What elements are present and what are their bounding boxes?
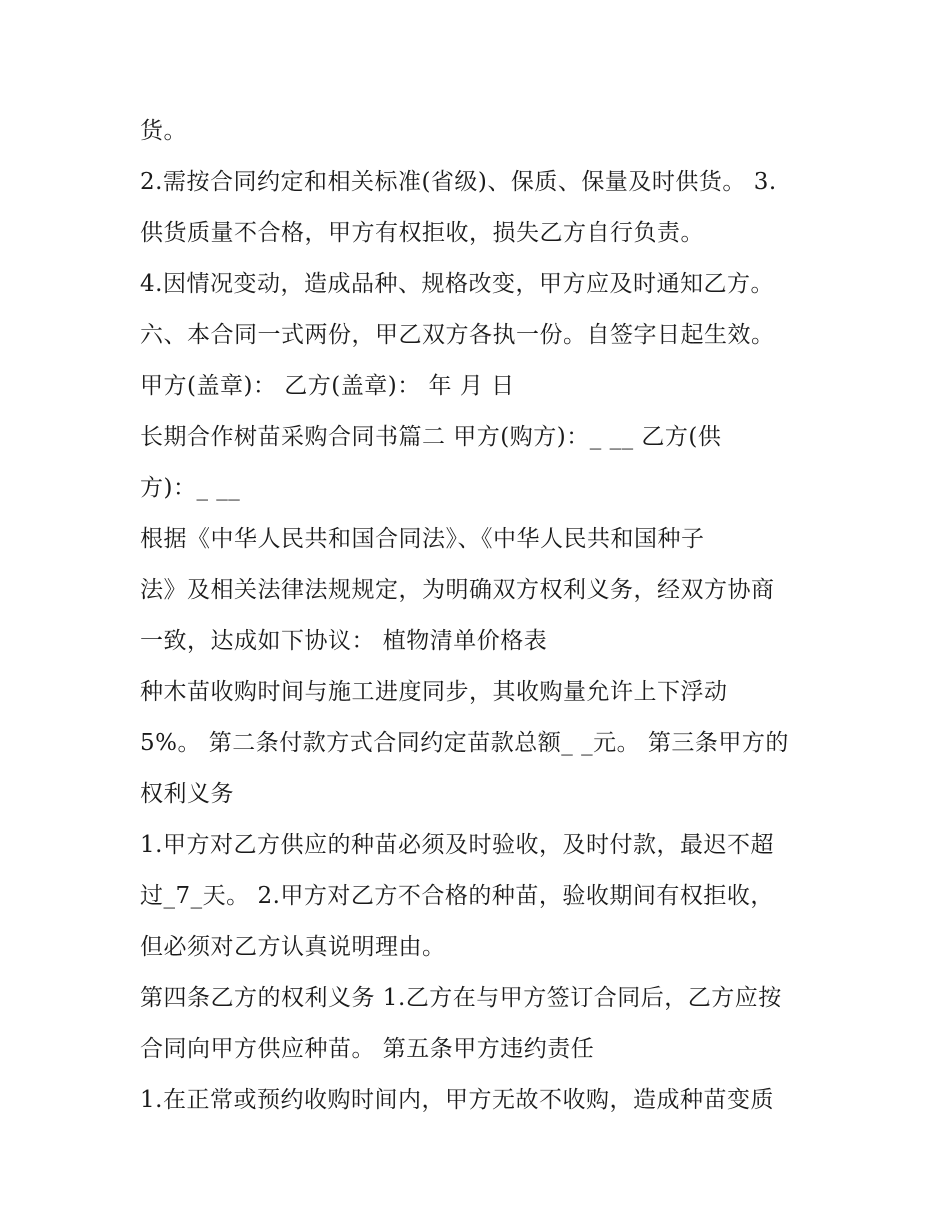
text-line: 合同向甲方供应种苗。 第五条甲方违约责任 [140, 1036, 595, 1062]
text-line: 供货质量不合格，甲方有权拒收，损失乙方自行负责。 [140, 220, 704, 246]
text-line: 5%。 第二条付款方式合同约定苗款总额_ _元。 第三条甲方的 [140, 730, 789, 756]
document-body [140, 106, 830, 1126]
text-line: 种木苗收购时间与施工进度同步，其收购量允许上下浮动 [140, 679, 728, 705]
text-line: 权利义务 [140, 781, 234, 807]
text-line: 但必须对乙方认真说明理由。 [140, 934, 446, 960]
text-line: 2.需按合同约定和相关标准(省级)、保质、保量及时供货。 3. [140, 169, 777, 195]
text-line: 第四条乙方的权利义务 1.乙方在与甲方签订合同后，乙方应按 [140, 985, 782, 1011]
text-line: 一致，达成如下协议： 植物清单价格表 [140, 628, 548, 654]
text-line: 过_7_天。 2.甲方对乙方不合格的种苗，验收期间有权拒收， [140, 883, 774, 909]
text-line: 法》及相关法律法规规定，为明确双方权利义务，经双方协商 [140, 577, 775, 603]
text-line: 1.在正常或预约收购时间内，甲方无故不收购，造成种苗变质 [140, 1087, 774, 1113]
text-line: 六、本合同一式两份，甲乙双方各执一份。自签字日起生效。 [140, 322, 775, 348]
text-line: 4.因情况变动，造成品种、规格改变，甲方应及时通知乙方。 [140, 271, 774, 297]
text-line: 甲方(盖章)： 乙方(盖章)： 年 月 日 [140, 373, 515, 399]
text-line: 长期合作树苗采购合同书篇二 甲方(购方)：_ __ 乙方(供 [140, 424, 722, 450]
text-line: 1.甲方对乙方供应的种苗必须及时验收，及时付款，最迟不超 [140, 832, 774, 858]
text-line: 方)：_ __ [140, 475, 241, 501]
text-line: 根据《中华人民共和国合同法》、《中华人民共和国种子 [140, 526, 705, 552]
text-line: 货。 [140, 118, 187, 144]
